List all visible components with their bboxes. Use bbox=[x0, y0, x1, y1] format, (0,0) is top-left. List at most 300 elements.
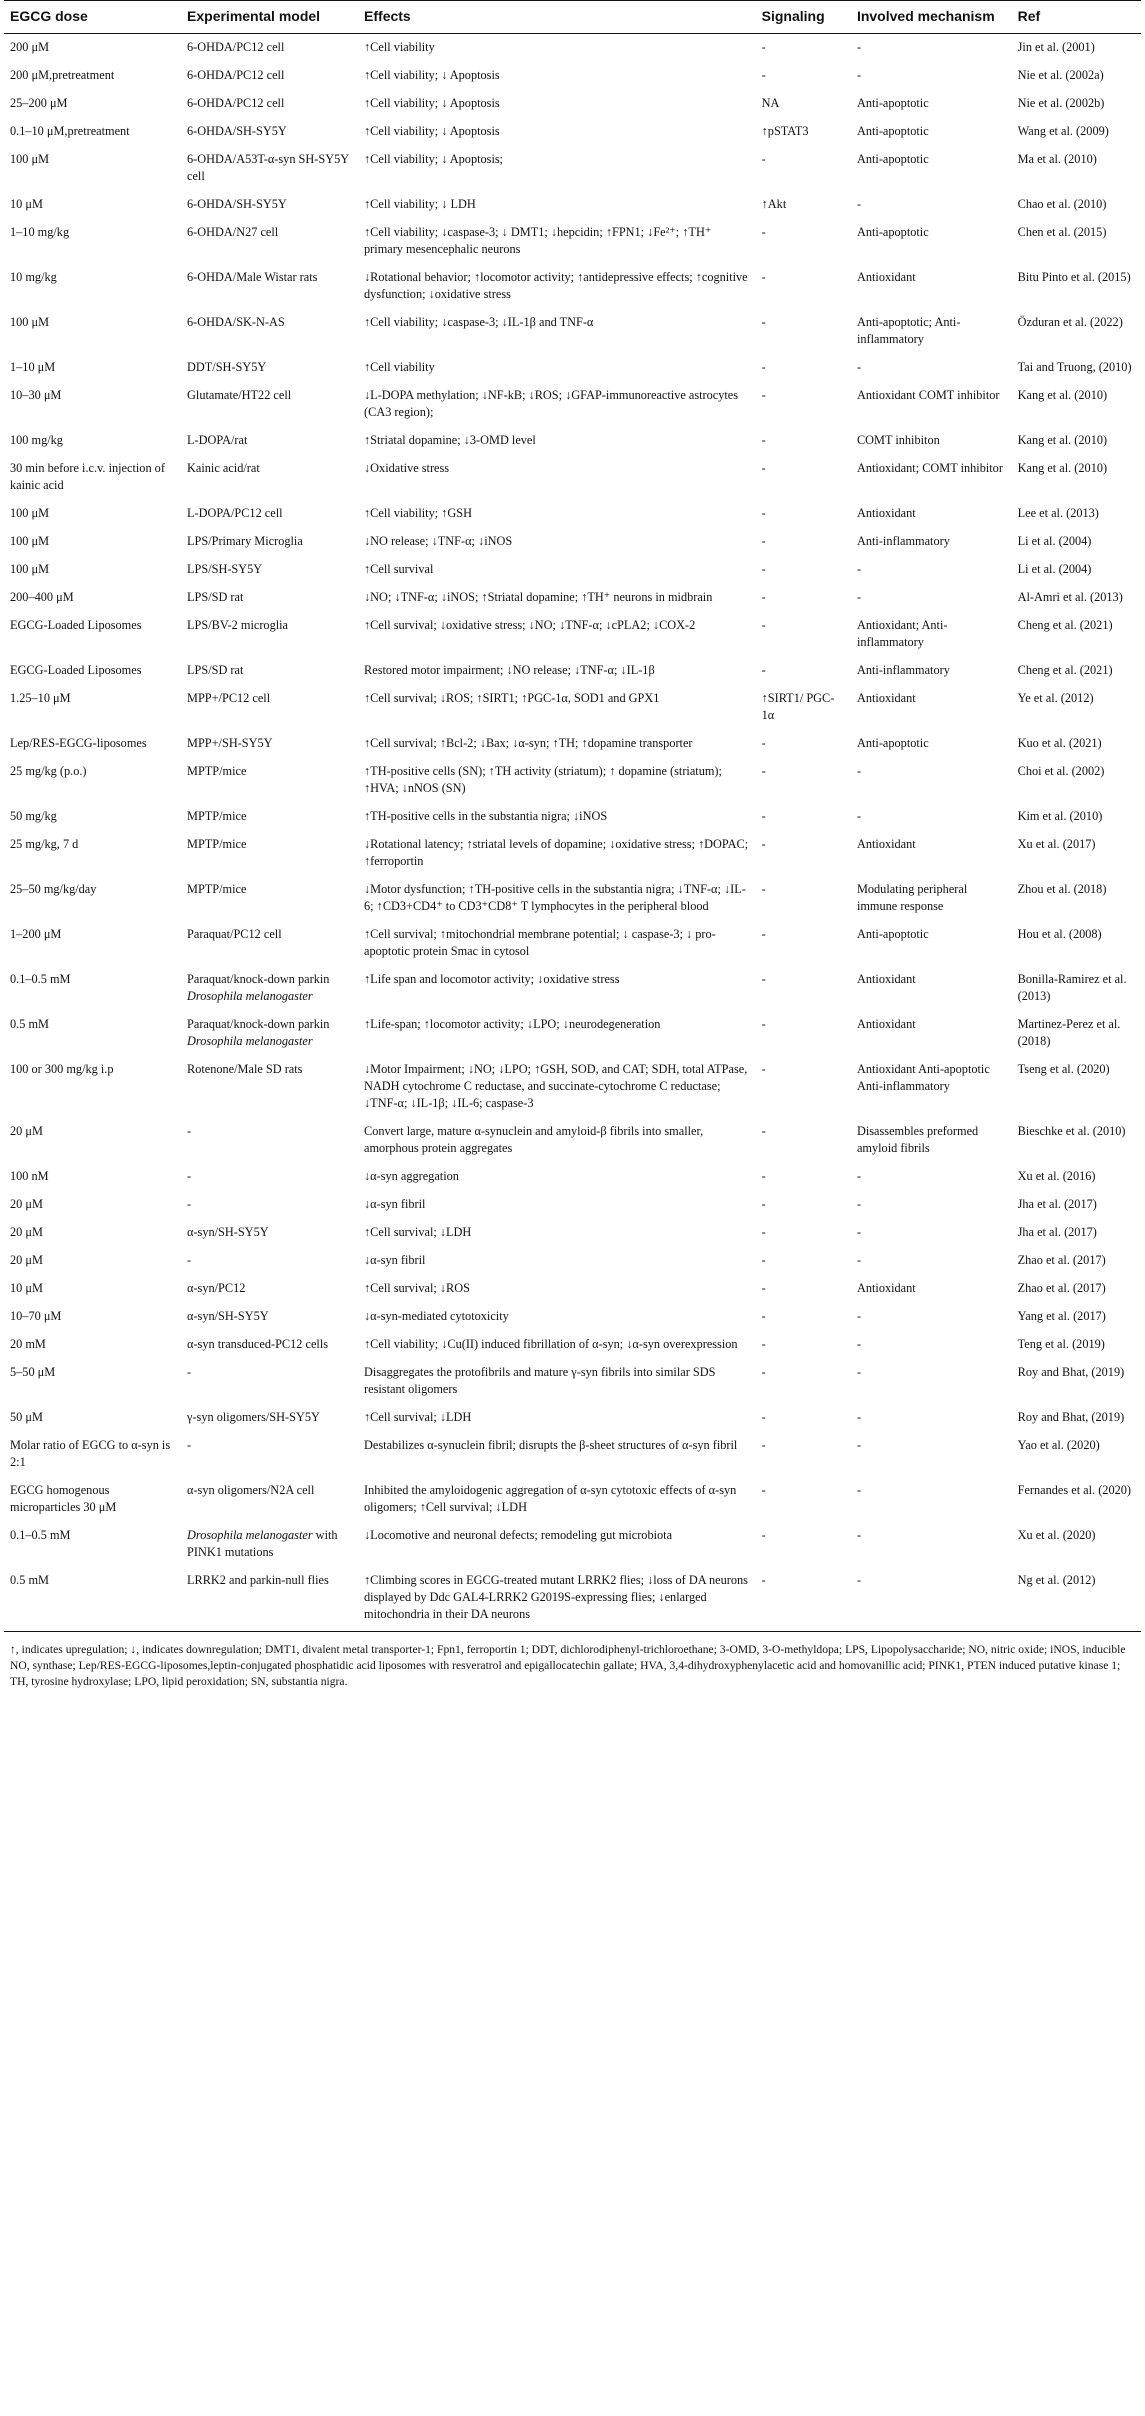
cell-model: LPS/SD rat bbox=[187, 590, 244, 604]
cell-effects: ↓Motor Impairment; ↓NO; ↓LPO; ↑GSH, SOD, and CAT; SDH, total ATPase, NADH cytochrome C reductase, and succinate-cytochrome C reductase; ↓TNF-α; ↓IL-1β; ↓IL-6; caspase-3 bbox=[364, 1062, 748, 1110]
cell-mechanism: Antioxidant Anti-apoptotic Anti-inflammatory bbox=[856, 1062, 990, 1093]
cell-effects: ↑Cell viability; ↓ Apoptosis bbox=[364, 124, 500, 138]
cell-model: - bbox=[187, 1365, 192, 1379]
cell-effects: ↑Cell viability; ↓caspase-3; ↓IL-1β and TNF-α bbox=[364, 315, 594, 329]
cell-model: α-syn transduced-PC12 cells bbox=[187, 1337, 329, 1351]
cell-mechanism: - bbox=[856, 764, 862, 778]
cell-mechanism: Antioxidant bbox=[856, 506, 916, 520]
cell-mechanism: - bbox=[856, 1309, 862, 1323]
cell-ref: Nie et al. (2002a) bbox=[1017, 68, 1104, 82]
cell-effects: ↑TH-positive cells (SN); ↑TH activity (striatum); ↑ dopamine (striatum); ↑HVA; ↓nNOS (SN) bbox=[364, 764, 722, 795]
cell-ref: Zhao et al. (2017) bbox=[1017, 1253, 1106, 1267]
cell-signaling: - bbox=[761, 764, 766, 778]
cell-model: γ-syn oligomers/SH-SY5Y bbox=[187, 1410, 320, 1424]
table-row bbox=[4, 831, 1141, 876]
cell-mechanism: Anti-apoptotic bbox=[856, 225, 929, 239]
cell-signaling: - bbox=[761, 1062, 766, 1076]
cell-signaling: - bbox=[761, 40, 766, 54]
cell-effects: ↑Cell survival; ↓LDH bbox=[364, 1225, 472, 1239]
cell-mechanism: - bbox=[856, 197, 862, 211]
cell-ref: Fernandes et al. (2020) bbox=[1017, 1483, 1131, 1497]
cell-dose: 25–50 mg/kg/day bbox=[10, 882, 97, 896]
cell-model: MPTP/mice bbox=[187, 837, 247, 851]
cell-mechanism: - bbox=[856, 1438, 862, 1452]
table-row bbox=[4, 1247, 1141, 1275]
cell-ref: Chao et al. (2010) bbox=[1017, 197, 1107, 211]
cell-signaling: - bbox=[761, 1528, 766, 1542]
cell-mechanism: Antioxidant; COMT inhibitor bbox=[856, 461, 1003, 475]
cell-effects: ↑Striatal dopamine; ↓3-OMD level bbox=[364, 433, 536, 447]
cell-mechanism: - bbox=[856, 590, 862, 604]
table-row bbox=[4, 758, 1141, 803]
cell-dose: Molar ratio of EGCG to α-syn is 2:1 bbox=[10, 1438, 171, 1469]
cell-model: α-syn oligomers/N2A cell bbox=[187, 1483, 315, 1497]
cell-ref: Kang et al. (2010) bbox=[1017, 461, 1108, 475]
table-row bbox=[4, 1118, 1141, 1163]
cell-mechanism: - bbox=[856, 1225, 862, 1239]
cell-signaling: - bbox=[761, 1483, 766, 1497]
cell-mechanism: Anti-apoptotic; Anti-inflammatory bbox=[856, 315, 961, 346]
cell-ref: Jha et al. (2017) bbox=[1017, 1225, 1097, 1239]
table-row bbox=[4, 1163, 1141, 1191]
cell-dose: 20 mM bbox=[10, 1337, 46, 1351]
cell-dose: 10–70 μM bbox=[10, 1309, 62, 1323]
cell-signaling: - bbox=[761, 225, 766, 239]
table-row bbox=[4, 612, 1141, 657]
cell-ref: Xu et al. (2016) bbox=[1017, 1169, 1096, 1183]
cell-dose: 100 mg/kg bbox=[10, 433, 63, 447]
cell-signaling: - bbox=[761, 837, 766, 851]
cell-dose: 50 mg/kg bbox=[10, 809, 57, 823]
table-row bbox=[4, 685, 1141, 730]
cell-signaling: - bbox=[761, 618, 766, 632]
species-name: Drosophila melanogaster bbox=[187, 1528, 313, 1542]
cell-effects: ↑Life span and locomotor activity; ↓oxidative stress bbox=[364, 972, 620, 986]
cell-dose: 20 μM bbox=[10, 1225, 43, 1239]
cell-effects: ↑Cell viability; ↓ Apoptosis; bbox=[364, 152, 504, 166]
table-row bbox=[4, 500, 1141, 528]
cell-effects: ↑Cell viability; ↑GSH bbox=[364, 506, 472, 520]
cell-ref: Kuo et al. (2021) bbox=[1017, 736, 1102, 750]
cell-dose: 200 μM,pretreatment bbox=[10, 68, 115, 82]
cell-ref: Ma et al. (2010) bbox=[1017, 152, 1097, 166]
table-row bbox=[4, 1011, 1141, 1056]
cell-ref: Choi et al. (2002) bbox=[1017, 764, 1105, 778]
cell-ref: Jha et al. (2017) bbox=[1017, 1197, 1097, 1211]
cell-mechanism: Anti-apoptotic bbox=[856, 96, 929, 110]
table-row bbox=[4, 1567, 1141, 1632]
cell-model: 6-OHDA/PC12 cell bbox=[187, 96, 285, 110]
cell-effects: ↑Cell survival; ↓LDH bbox=[364, 1410, 472, 1424]
cell-effects: ↑Cell survival; ↓oxidative stress; ↓NO; ↓TNF-α; ↓cPLA2; ↓COX-2 bbox=[364, 618, 696, 632]
table-row bbox=[4, 1477, 1141, 1522]
cell-effects: Restored motor impairment; ↓NO release; ↓TNF-α; ↓IL-1β bbox=[364, 663, 655, 677]
cell-signaling: ↑pSTAT3 bbox=[761, 124, 809, 138]
cell-model: Glutamate/HT22 cell bbox=[187, 388, 292, 402]
cell-dose: 200 μM bbox=[10, 40, 50, 54]
cell-model: MPTP/mice bbox=[187, 809, 247, 823]
cell-signaling: - bbox=[761, 1225, 766, 1239]
cell-dose: 0.1–0.5 mM bbox=[10, 1528, 71, 1542]
cell-dose: 0.5 mM bbox=[10, 1017, 49, 1031]
cell-mechanism: - bbox=[856, 1253, 862, 1267]
cell-effects: ↑Cell survival; ↓ROS bbox=[364, 1281, 470, 1295]
cell-mechanism: Anti-inflammatory bbox=[856, 534, 950, 548]
table-row bbox=[4, 34, 1141, 63]
cell-model: Paraquat/PC12 cell bbox=[187, 927, 282, 941]
cell-signaling: - bbox=[756, 1567, 851, 1632]
cell-signaling: - bbox=[761, 461, 766, 475]
cell-dose: EGCG-Loaded Liposomes bbox=[10, 618, 142, 632]
cell-dose: 1–10 μM bbox=[10, 360, 56, 374]
cell-model: - bbox=[187, 1197, 192, 1211]
cell-effects: ↑Life-span; ↑locomotor activity; ↓LPO; ↓neurodegeneration bbox=[364, 1017, 661, 1031]
cell-signaling: - bbox=[761, 152, 766, 166]
cell-model: 6-OHDA/A53T-α-syn SH-SY5Y cell bbox=[187, 152, 349, 183]
cell-signaling: - bbox=[761, 1337, 766, 1351]
cell-signaling: - bbox=[761, 1169, 766, 1183]
cell-ref: Bonilla-Ramirez et al. (2013) bbox=[1017, 972, 1127, 1003]
cell-mechanism: Anti-inflammatory bbox=[856, 663, 950, 677]
cell-ref: Chen et al. (2015) bbox=[1017, 225, 1107, 239]
table-row bbox=[4, 264, 1141, 309]
header-signaling: Signaling bbox=[756, 1, 851, 34]
table-row bbox=[4, 90, 1141, 118]
cell-signaling: - bbox=[761, 1017, 766, 1031]
cell-model: MPTP/mice bbox=[187, 764, 247, 778]
cell-mechanism: Anti-apoptotic bbox=[856, 927, 929, 941]
cell-effects: ↓NO; ↓TNF-α; ↓iNOS; ↑Striatal dopamine; ↑TH⁺ neurons in midbrain bbox=[364, 590, 713, 604]
cell-dose: 100 or 300 mg/kg i.p bbox=[10, 1062, 114, 1076]
cell-signaling: - bbox=[761, 1309, 766, 1323]
cell-mechanism: - bbox=[856, 68, 862, 82]
cell-mechanism: - bbox=[856, 1410, 862, 1424]
cell-ref: Yao et al. (2020) bbox=[1017, 1438, 1100, 1452]
cell-dose: 100 μM bbox=[10, 152, 50, 166]
cell-effects: ↓Locomotive and neuronal defects; remodeling gut microbiota bbox=[364, 1528, 673, 1542]
cell-model: 6-OHDA/SK-N-AS bbox=[187, 315, 285, 329]
cell-mechanism: - bbox=[856, 1365, 862, 1379]
cell-model: LPS/Primary Microglia bbox=[187, 534, 303, 548]
table-row bbox=[4, 146, 1141, 191]
cell-mechanism: - bbox=[856, 809, 862, 823]
cell-ref: Tseng et al. (2020) bbox=[1017, 1062, 1110, 1076]
table-row bbox=[4, 1191, 1141, 1219]
cell-mechanism: Antioxidant bbox=[856, 1017, 916, 1031]
cell-signaling: - bbox=[761, 927, 766, 941]
cell-mechanism: - bbox=[856, 1483, 862, 1497]
table-row bbox=[4, 730, 1141, 758]
cell-mechanism: - bbox=[856, 562, 862, 576]
cell-model: DDT/SH-SY5Y bbox=[187, 360, 267, 374]
cell-model: L-DOPA/PC12 cell bbox=[187, 506, 283, 520]
cell-effects: ↓α-syn aggregation bbox=[364, 1169, 459, 1183]
cell-signaling: - bbox=[761, 315, 766, 329]
cell-signaling: - bbox=[761, 506, 766, 520]
cell-signaling: - bbox=[761, 809, 766, 823]
cell-dose: 100 nM bbox=[10, 1169, 49, 1183]
cell-effects: Inhibited the amyloidogenic aggregation of α-syn cytotoxic effects of α-syn oligomers; ↑Cell survival; ↓LDH bbox=[364, 1483, 737, 1514]
cell-dose: 5–50 μM bbox=[10, 1365, 56, 1379]
cell-mechanism: Modulating peripheral immune response bbox=[856, 882, 968, 913]
cell-ref: Zhao et al. (2017) bbox=[1017, 1281, 1106, 1295]
cell-ref: Bitu Pinto et al. (2015) bbox=[1017, 270, 1131, 284]
table-row bbox=[4, 921, 1141, 966]
cell-effects: Disaggregates the protofibrils and mature γ-syn fibrils into similar SDS resistant oligomers bbox=[364, 1365, 716, 1396]
cell-ref: Kim et al. (2010) bbox=[1017, 809, 1103, 823]
cell-signaling: - bbox=[761, 562, 766, 576]
table-row bbox=[4, 1432, 1141, 1477]
cell-dose: 10 μM bbox=[10, 197, 43, 211]
cell-effects: ↑Cell survival; ↑mitochondrial membrane potential; ↓ caspase-3; ↓ pro-apoptotic protein Smac in cytosol bbox=[364, 927, 716, 958]
cell-model: MPTP/mice bbox=[187, 882, 247, 896]
cell-signaling: - bbox=[761, 360, 766, 374]
cell-ref: Li et al. (2004) bbox=[1017, 534, 1092, 548]
cell-ref: Teng et al. (2019) bbox=[1017, 1337, 1105, 1351]
cell-signaling: - bbox=[761, 433, 766, 447]
table-row bbox=[4, 219, 1141, 264]
table-row bbox=[4, 1404, 1141, 1432]
cell-mechanism: Antioxidant COMT inhibitor bbox=[856, 388, 1000, 402]
table-row bbox=[4, 191, 1141, 219]
cell-dose: 25 mg/kg (p.o.) bbox=[10, 764, 87, 778]
cell-mechanism: - bbox=[856, 1337, 862, 1351]
table-body bbox=[4, 34, 1141, 1632]
cell-dose: EGCG-Loaded Liposomes bbox=[10, 663, 142, 677]
cell-ref: Kang et al. (2010) bbox=[1017, 388, 1108, 402]
cell-effects: ↑Cell viability; ↓ Apoptosis bbox=[364, 68, 500, 82]
cell-dose: 100 μM bbox=[10, 534, 50, 548]
cell-model: Paraquat/knock-down parkin Drosophila melanogaster bbox=[187, 972, 330, 1003]
table-row bbox=[4, 1359, 1141, 1404]
species-name: Drosophila melanogaster bbox=[187, 1034, 313, 1048]
cell-model: LPS/BV-2 microglia bbox=[187, 618, 289, 632]
cell-ref: Al-Amri et al. (2013) bbox=[1017, 590, 1123, 604]
table-row bbox=[4, 1522, 1141, 1567]
cell-signaling: - bbox=[761, 972, 766, 986]
cell-model: 6-OHDA/N27 cell bbox=[187, 225, 279, 239]
cell-dose: 0.1–10 μM,pretreatment bbox=[10, 124, 130, 138]
cell-effects: ↑Cell viability bbox=[364, 40, 435, 54]
cell-signaling: - bbox=[761, 270, 766, 284]
cell-model: Kainic acid/rat bbox=[187, 461, 260, 475]
cell-effects: ↓α-syn fibril bbox=[364, 1253, 426, 1267]
table-row bbox=[4, 1056, 1141, 1118]
header-experimental-model: Experimental model bbox=[181, 1, 358, 34]
cell-ref: Özduran et al. (2022) bbox=[1017, 315, 1123, 329]
cell-effects: Convert large, mature α-synuclein and amyloid-β fibrils into smaller, amorphous protein aggregates bbox=[364, 1124, 704, 1155]
table-row bbox=[4, 455, 1141, 500]
cell-ref: Roy and Bhat, (2019) bbox=[1017, 1365, 1125, 1379]
header-ref: Ref bbox=[1012, 1, 1141, 34]
table-row bbox=[4, 876, 1141, 921]
table-row bbox=[4, 584, 1141, 612]
cell-signaling: - bbox=[761, 590, 766, 604]
cell-signaling: - bbox=[761, 388, 766, 402]
cell-model: α-syn/SH-SY5Y bbox=[187, 1225, 269, 1239]
cell-ref: Li et al. (2004) bbox=[1017, 562, 1092, 576]
table-row bbox=[4, 118, 1141, 146]
cell-mechanism: Disassembles preformed amyloid fibrils bbox=[856, 1124, 979, 1155]
cell-model: Drosophila melanogaster with PINK1 mutations bbox=[187, 1528, 338, 1559]
cell-ref: Hou et al. (2008) bbox=[1017, 927, 1102, 941]
cell-effects: ↓L-DOPA methylation; ↓NF-kB; ↓ROS; ↓GFAP-immunoreactive astrocytes (CA3 region); bbox=[364, 388, 739, 419]
cell-signaling: - bbox=[761, 1124, 766, 1138]
cell-effects: ↓α-syn-mediated cytotoxicity bbox=[364, 1309, 509, 1323]
cell-ref: Xu et al. (2017) bbox=[1017, 837, 1096, 851]
cell-signaling: - bbox=[761, 736, 766, 750]
cell-ref: Yang et al. (2017) bbox=[1017, 1309, 1106, 1323]
table-row bbox=[4, 556, 1141, 584]
cell-effects: ↑Cell viability; ↓caspase-3; ↓ DMT1; ↓hepcidin; ↑FPN1; ↓Fe²⁺; ↑TH⁺ primary mesencephalic neurons bbox=[364, 225, 712, 256]
table-header bbox=[4, 1, 1141, 34]
cell-model: LRRK2 and parkin-null flies bbox=[181, 1567, 358, 1632]
cell-mechanism: - bbox=[856, 40, 862, 54]
cell-dose: 10–30 μM bbox=[10, 388, 62, 402]
cell-effects: ↑Cell viability; ↓Cu(II) induced fibrillation of α-syn; ↓α-syn overexpression bbox=[364, 1337, 738, 1351]
cell-effects: Destabilizes α-synuclein fibril; disrupts the β-sheet structures of α-syn fibril bbox=[364, 1438, 738, 1452]
cell-model: LPS/SD rat bbox=[187, 663, 244, 677]
cell-mechanism: Antioxidant bbox=[856, 691, 916, 705]
cell-model: 6-OHDA/PC12 cell bbox=[187, 68, 285, 82]
table-row bbox=[4, 1303, 1141, 1331]
cell-signaling: - bbox=[761, 663, 766, 677]
cell-effects: ↓NO release; ↓TNF-α; ↓iNOS bbox=[364, 534, 513, 548]
cell-dose: 100 μM bbox=[10, 506, 50, 520]
cell-mechanism: Antioxidant bbox=[856, 972, 916, 986]
cell-model: - bbox=[187, 1438, 192, 1452]
table-footnote: ↑, indicates upregulation; ↓, indicates downregulation; DMT1, divalent metal transporter-1; Fpn1, ferroportin 1; DDT, dichlorodiphenyl-trichloroethane; 3-OMD, 3-O-methyldopa; LPS, Lipopolysaccharide; NO, nitric oxide; iNOS, inducible NO, synthase; Lep/RES-EGCG-liposomes,leptin-conjugated phosphatidic acid liposomes with resveratrol and epigallocatechin gallate; HVA, 3,4-dihydroxyphenylacetic acid and homovanillic acid; PINK1, PTEN induced putative kinase 1; TH, tyrosine hydroxylase; LPO, lipid peroxidation; SN, substantia nigra. bbox=[10, 1643, 1126, 1688]
cell-signaling: - bbox=[761, 1410, 766, 1424]
cell-model: 6-OHDA/PC12 cell bbox=[187, 40, 285, 54]
table-row bbox=[4, 62, 1141, 90]
cell-mechanism: - bbox=[856, 1528, 862, 1542]
cell-signaling: ↑Akt bbox=[761, 197, 787, 211]
cell-mechanism: Antioxidant; Anti-inflammatory bbox=[856, 618, 948, 649]
cell-signaling: - bbox=[761, 1438, 766, 1452]
cell-dose: EGCG homogenous microparticles 30 μM bbox=[10, 1483, 117, 1514]
cell-ref: Bieschke et al. (2010) bbox=[1017, 1124, 1126, 1138]
cell-ref: Cheng et al. (2021) bbox=[1017, 618, 1113, 632]
cell-effects: ↑Cell survival; ↓ROS; ↑SIRT1; ↑PGC-1α, SOD1 and GPX1 bbox=[364, 691, 660, 705]
cell-ref: Kang et al. (2010) bbox=[1017, 433, 1108, 447]
cell-dose: 0.1–0.5 mM bbox=[10, 972, 71, 986]
cell-dose: 10 μM bbox=[10, 1281, 43, 1295]
cell-mechanism: Antioxidant bbox=[856, 270, 916, 284]
cell-ref: Wang et al. (2009) bbox=[1017, 124, 1109, 138]
cell-model: - bbox=[187, 1124, 192, 1138]
cell-signaling: - bbox=[761, 882, 766, 896]
cell-ref: Lee et al. (2013) bbox=[1017, 506, 1099, 520]
table-row bbox=[4, 427, 1141, 455]
cell-effects: ↓Rotational behavior; ↑locomotor activity; ↑antidepressive effects; ↑cognitive dysfunction; ↓oxidative stress bbox=[364, 270, 748, 301]
table-row bbox=[4, 309, 1141, 354]
cell-dose: 25 mg/kg, 7 d bbox=[10, 837, 79, 851]
cell-model: LPS/SH-SY5Y bbox=[187, 562, 263, 576]
cell-mechanism: - bbox=[856, 1197, 862, 1211]
cell-signaling: - bbox=[761, 68, 766, 82]
table-row bbox=[4, 382, 1141, 427]
cell-dose: 10 mg/kg bbox=[10, 270, 57, 284]
cell-ref: Ye et al. (2012) bbox=[1017, 691, 1094, 705]
cell-dose: 0.5 mM bbox=[4, 1567, 181, 1632]
cell-dose: 100 μM bbox=[10, 315, 50, 329]
cell-dose: 25–200 μM bbox=[10, 96, 68, 110]
table-row bbox=[4, 1219, 1141, 1247]
cell-dose: 20 μM bbox=[10, 1253, 43, 1267]
cell-model: MPP+/PC12 cell bbox=[187, 691, 271, 705]
cell-dose: 20 μM bbox=[10, 1124, 43, 1138]
cell-model: 6-OHDA/SH-SY5Y bbox=[187, 124, 287, 138]
cell-effects: ↑Cell viability; ↓ Apoptosis bbox=[364, 96, 500, 110]
cell-ref: Ng et al. (2012) bbox=[1012, 1567, 1141, 1632]
cell-ref: Xu et al. (2020) bbox=[1017, 1528, 1096, 1542]
cell-model: Rotenone/Male SD rats bbox=[187, 1062, 303, 1076]
cell-signaling: NA bbox=[761, 96, 780, 110]
cell-dose: 1.25–10 μM bbox=[10, 691, 71, 705]
header-egcg-dose: EGCG dose bbox=[4, 1, 181, 34]
table-row bbox=[4, 528, 1141, 556]
header-involved-mechanism: Involved mechanism bbox=[851, 1, 1012, 34]
cell-mechanism: Antioxidant bbox=[856, 837, 916, 851]
cell-signaling: - bbox=[761, 534, 766, 548]
cell-model: α-syn/PC12 bbox=[187, 1281, 246, 1295]
cell-model: MPP+/SH-SY5Y bbox=[187, 736, 273, 750]
cell-dose: 1–10 mg/kg bbox=[10, 225, 70, 239]
cell-model: - bbox=[187, 1169, 192, 1183]
species-name: Drosophila melanogaster bbox=[187, 989, 313, 1003]
table-row bbox=[4, 1331, 1141, 1359]
cell-signaling: ↑SIRT1/ PGC-1α bbox=[761, 691, 835, 722]
cell-effects: ↓α-syn fibril bbox=[364, 1197, 426, 1211]
cell-signaling: - bbox=[761, 1281, 766, 1295]
cell-ref: Martinez-Perez et al. (2018) bbox=[1017, 1017, 1121, 1048]
cell-model: Paraquat/knock-down parkin Drosophila melanogaster bbox=[187, 1017, 330, 1048]
table-row bbox=[4, 966, 1141, 1011]
cell-dose: Lep/RES-EGCG-liposomes bbox=[10, 736, 147, 750]
cell-effects: ↑Cell survival bbox=[364, 562, 434, 576]
cell-effects: ↓Rotational latency; ↑striatal levels of dopamine; ↓oxidative stress; ↑DOPAC; ↑ferroportin bbox=[364, 837, 749, 868]
cell-mechanism: - bbox=[851, 1567, 1012, 1632]
cell-effects: ↑TH-positive cells in the substantia nigra; ↓iNOS bbox=[364, 809, 608, 823]
cell-model: - bbox=[187, 1253, 192, 1267]
table-row bbox=[4, 803, 1141, 831]
cell-effects: ↑Cell viability bbox=[364, 360, 435, 374]
cell-model: 6-OHDA/Male Wistar rats bbox=[187, 270, 318, 284]
cell-dose: 100 μM bbox=[10, 562, 50, 576]
cell-effects: ↓Motor dysfunction; ↑TH-positive cells in the substantia nigra; ↓TNF-α; ↓IL-6; ↑CD3+CD4⁺ to CD3⁺CD8⁺ T lymphocytes in the peripheral blood bbox=[364, 882, 746, 913]
cell-effects: ↑Cell viability; ↓ LDH bbox=[364, 197, 476, 211]
header-row bbox=[4, 1, 1141, 34]
cell-ref: Roy and Bhat, (2019) bbox=[1017, 1410, 1125, 1424]
cell-signaling: - bbox=[761, 1253, 766, 1267]
cell-dose: 1–200 μM bbox=[10, 927, 62, 941]
cell-mechanism: Anti-apoptotic bbox=[856, 124, 929, 138]
cell-effects: ↑Cell survival; ↑Bcl-2; ↓Bax; ↓α-syn; ↑TH; ↑dopamine transporter bbox=[364, 736, 693, 750]
cell-ref: Jin et al. (2001) bbox=[1017, 40, 1095, 54]
cell-mechanism: - bbox=[856, 1169, 862, 1183]
cell-model: α-syn/SH-SY5Y bbox=[187, 1309, 269, 1323]
cell-effects: ↓Oxidative stress bbox=[364, 461, 450, 475]
cell-dose: 30 min before i.c.v. injection of kainic acid bbox=[10, 461, 165, 492]
cell-signaling: - bbox=[761, 1365, 766, 1379]
cell-dose: 50 μM bbox=[10, 1410, 43, 1424]
cell-ref: Tai and Truong, (2010) bbox=[1017, 360, 1132, 374]
cell-dose: 20 μM bbox=[10, 1197, 43, 1211]
egcg-effects-table bbox=[4, 0, 1141, 1632]
cell-mechanism: COMT inhibiton bbox=[856, 433, 940, 447]
cell-model: L-DOPA/rat bbox=[187, 433, 248, 447]
